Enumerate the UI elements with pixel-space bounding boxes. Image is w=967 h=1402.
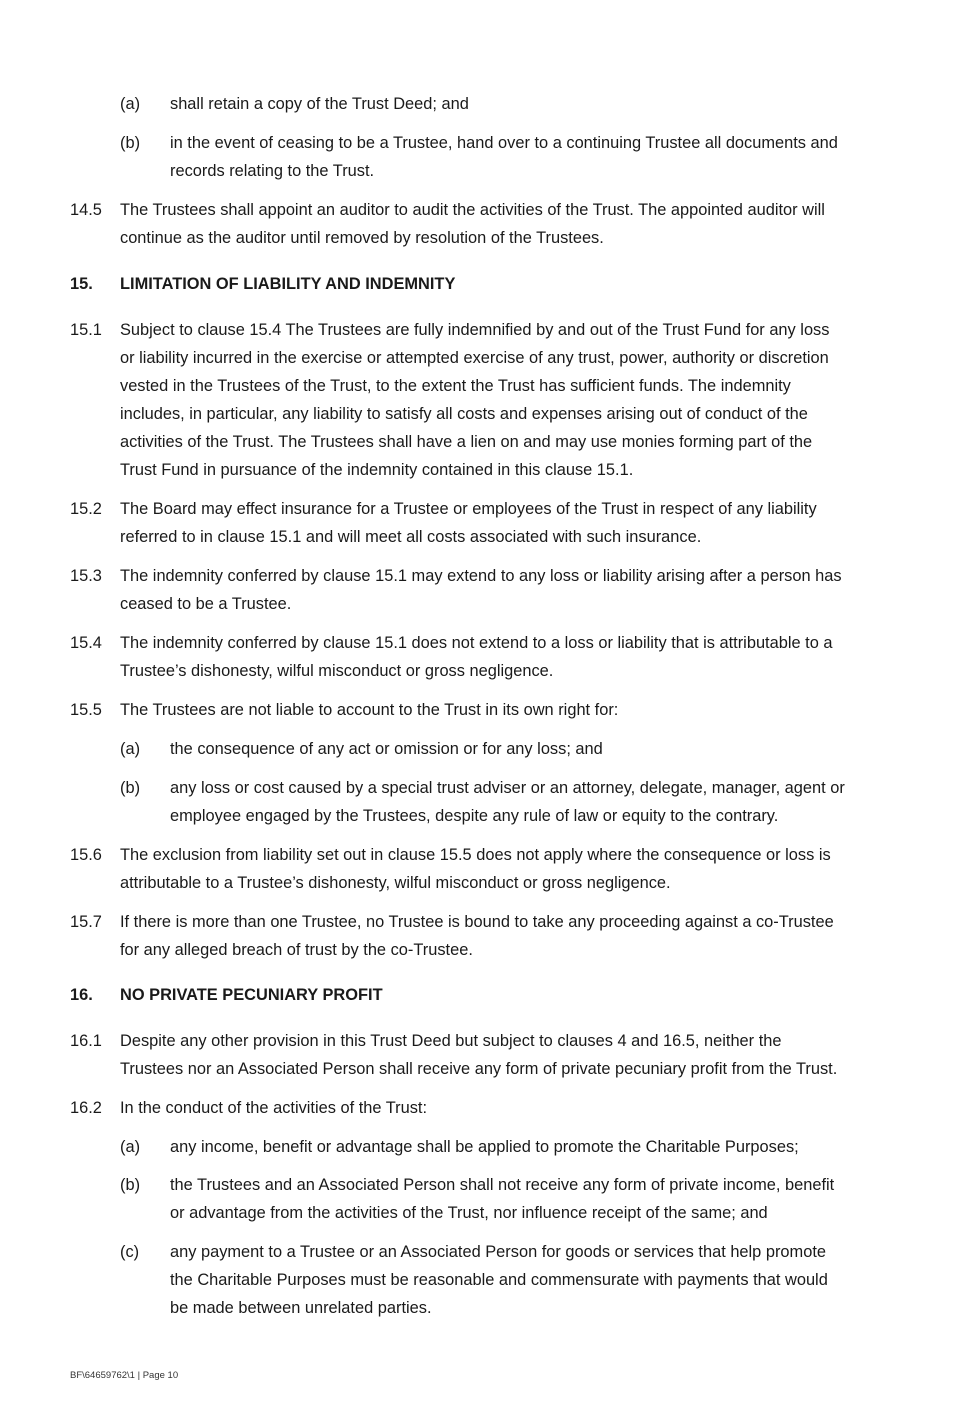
text-line: or liability incurred in the exercise or attempted exercise of any trust, power, authority or discretion: [120, 349, 829, 367]
text-line: be made between unrelated parties.: [170, 1299, 432, 1317]
text-line: in the event of ceasing to be a Trustee, hand over to a continuing Trustee all documents and: [170, 134, 838, 152]
text-line: any loss or cost caused by a special trust adviser or an attorney, delegate, manager, agent or: [170, 779, 845, 797]
text-line: Subject to clause 15.4 The Trustees are fully indemnified by and out of the Trust Fund for any loss: [120, 321, 830, 339]
clause-number: 15.7: [70, 913, 102, 931]
clause-number: 15.5: [70, 701, 102, 719]
text-line: records relating to the Trust.: [170, 162, 375, 180]
section-heading: LIMITATION OF LIABILITY AND INDEMNITY: [120, 275, 456, 293]
text-line: The Trustees are not liable to account to the Trust in its own right for:: [120, 701, 619, 719]
text-line: The indemnity conferred by clause 15.1 does not extend to a loss or liability that is attributable to a: [120, 634, 833, 652]
page-footer: BF\64659762\1 | Page 10: [70, 1370, 179, 1381]
section-heading: NO PRIVATE PECUNIARY PROFIT: [120, 986, 383, 1004]
text-line: the consequence of any act or omission or for any loss; and: [170, 740, 603, 758]
section-number: 15.: [70, 275, 93, 293]
subclause-label: (a): [120, 95, 141, 113]
text-line: any payment to a Trustee or an Associated Person for goods or services that help promote: [170, 1243, 826, 1261]
text-line: attributable to a Trustee’s dishonesty, wilful misconduct or gross negligence.: [120, 874, 671, 892]
subclause-label: (b): [120, 779, 141, 797]
text-line: the Charitable Purposes must be reasonable and commensurate with payments that would: [170, 1271, 828, 1289]
text-line: the Trustees and an Associated Person shall not receive any form of private income, benefit: [170, 1176, 835, 1194]
text-line: activities of the Trust. The Trustees shall have a lien on and may use monies forming part of the: [120, 433, 813, 451]
text-line: ceased to be a Trustee.: [120, 595, 292, 613]
section-number: 16.: [70, 986, 93, 1004]
text-line: Trust Fund in pursuance of the indemnity contained in this clause 15.1.: [120, 461, 634, 479]
text-line: Trustees nor an Associated Person shall receive any form of private pecuniary profit from the Trust.: [120, 1060, 838, 1078]
clause-number: 15.4: [70, 634, 102, 652]
clause-number: 15.2: [70, 500, 102, 518]
clause-number: 15.6: [70, 846, 102, 864]
text-line: referred to in clause 15.1 and will meet all costs associated with such insurance.: [120, 528, 702, 546]
subclause-label: (a): [120, 1138, 141, 1156]
text-line: vested in the Trustees of the Trust, to the extent the Trust has sufficient funds. The indemnity: [120, 377, 791, 395]
clause-number: 16.1: [70, 1032, 102, 1050]
clause-number: 15.3: [70, 567, 102, 585]
text-line: Despite any other provision in this Trust Deed but subject to clauses 4 and 16.5, neither the: [120, 1032, 782, 1050]
text-line: The exclusion from liability set out in clause 15.5 does not apply where the consequence or loss is: [120, 846, 831, 864]
clause-number: 15.1: [70, 321, 102, 339]
text-line: includes, in particular, any liability to satisfy all costs and expenses arising out of conduct of the: [120, 405, 808, 423]
text-line: any income, benefit or advantage shall be applied to promote the Charitable Purposes;: [170, 1138, 799, 1156]
text-line: The indemnity conferred by clause 15.1 may extend to any loss or liability arising after a person has: [120, 567, 842, 585]
text-line: If there is more than one Trustee, no Trustee is bound to take any proceeding against a co-Trustee: [120, 913, 834, 931]
subclause-label: (c): [120, 1243, 140, 1261]
text-line: The Trustees shall appoint an auditor to audit the activities of the Trust. The appointed auditor will: [120, 201, 825, 219]
text-line: Trustee’s dishonesty, wilful misconduct or gross negligence.: [120, 662, 554, 680]
clause-number: 16.2: [70, 1099, 102, 1117]
text-line: shall retain a copy of the Trust Deed; and: [170, 95, 469, 113]
text-line: The Board may effect insurance for a Trustee or employees of the Trust in respect of any liability: [120, 500, 817, 518]
subclause-label: (b): [120, 134, 141, 152]
text-line: In the conduct of the activities of the Trust:: [120, 1099, 428, 1117]
text-line: for any alleged breach of trust by the co-Trustee.: [120, 941, 473, 959]
text-line: employee engaged by the Trustees, despite any rule of law or equity to the contrary.: [170, 807, 779, 825]
subclause-label: (a): [120, 740, 141, 758]
subclause-label: (b): [120, 1176, 141, 1194]
text-line: continue as the auditor until removed by resolution of the Trustees.: [120, 229, 604, 247]
clause-number: 14.5: [70, 201, 102, 219]
text-line: or advantage from the activities of the Trust, nor influence receipt of the same; and: [170, 1204, 768, 1222]
